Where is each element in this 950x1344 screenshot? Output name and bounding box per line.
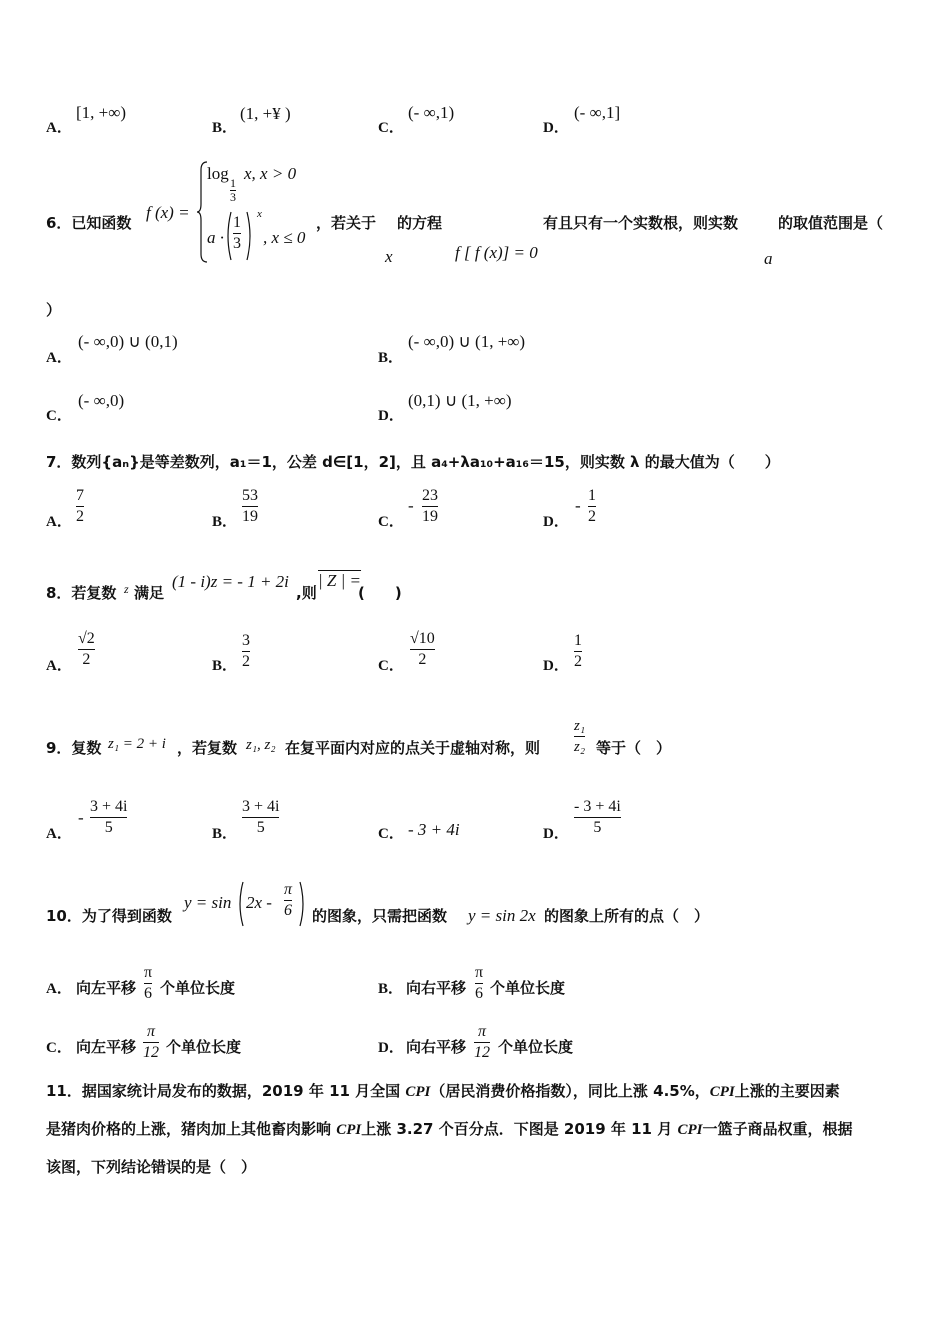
q7-option-c-num: 23 [422,487,438,504]
q6-case2-rest: , x ≤ 0 [263,228,306,247]
q5-option-b-math: (1, +¥ ) [240,104,291,123]
q7-option-b-label: B． [212,514,238,530]
q7-option-d-sign: - [575,496,581,515]
q11-line-1 [46,1072,840,1111]
q6-var-a: a [764,249,773,268]
q8-stem-a: 8．若复数 [46,584,117,602]
q11-cpi-2: CPI [709,1084,735,1100]
q8-stem-d: ( ) [358,584,402,602]
q10-option-d-post: 个单位长度 [498,1038,574,1056]
q8-var-z: z [124,582,129,596]
q6-option-d-label: D． [378,408,404,424]
q8-equation: (1 - i)z = - 1 + 2i [172,572,289,591]
q5-option-a-math: [1, +∞) [76,103,127,122]
q6-case1-base-den: 3 [230,190,236,204]
q9-z1-z2: z₁, z₂ [246,737,276,753]
q7-option-c-label: C． [378,514,404,530]
q6-case2-den: 3 [233,235,241,252]
q11-cpi-1: CPI [405,1084,431,1100]
q6-var-x: x [385,247,393,266]
q7-option-b-num: 53 [242,487,258,504]
q9-z1-over-z2 [574,716,585,757]
q8-option-b-num: 3 [242,632,250,649]
q9-option-b-fraction [242,797,279,838]
q8-option-a-num: √2 [78,630,95,647]
q7-option-b-fraction [242,486,258,527]
q11-line1-b: （居民消费价格指数），同比上涨 4.5%， [430,1082,710,1100]
q9-z1-equation: z₁ = 2 + i [108,736,166,752]
q7-option-d-num: 1 [588,487,596,504]
q8-option-b-den: 2 [242,653,250,670]
q5-option-a-label: A． [46,120,72,136]
q6-stem-b: ，若关于 [316,214,377,232]
q5-option-d-label: D． [543,120,569,136]
q10-pi-over-6 [284,880,292,921]
q10-option-a-post: 个单位长度 [160,979,236,997]
q6-case2-num: 1 [233,214,241,231]
q10-six: 6 [284,902,292,919]
q10-option-b-post: 个单位长度 [490,979,566,997]
q10-option-d-pre: 向右平移 [406,1038,467,1056]
q6-case2-a: a · [207,228,224,247]
q6-stem-c: 的方程 [397,214,443,232]
q6-option-b-math: (- ∞,0) ∪ (1, +∞) [408,332,526,351]
q6-option-a-math: (- ∞,0) ∪ (0,1) [78,332,178,351]
q7-option-c-fraction [422,486,438,527]
q9-frac-den: z₂ [574,739,586,755]
q7-option-c-sign: - [408,496,414,515]
q10-option-b-den: 6 [475,985,484,1002]
q10-option-b-pre: 向右平移 [406,979,467,997]
q10-option-c-post: 个单位长度 [166,1038,242,1056]
q6-stem-d: 有且只有一个实数根，则实数 [543,214,739,232]
q10-option-d-fraction [474,1022,490,1063]
q6-case1-log: log [207,164,229,183]
q9-option-b-num: 3 + 4i [242,798,280,815]
q11-line2-a: 是猪肉价格的上涨，猪肉加上其他畜肉影响 [46,1120,337,1138]
q10-option-a-pre: 向左平移 [76,979,137,997]
q8-option-a-label: A． [46,658,72,674]
q9-stem-c: 在复平面内对应的点关于虚轴对称，则 [285,739,541,757]
q6-stem-a: 6．已知函数 [46,214,132,232]
q7-option-a-num: 7 [76,487,84,504]
q9-option-d-num: - 3 + 4i [574,798,621,815]
q5-option-c-label: C． [378,120,404,136]
q10-stem-b: 的图象，只需把函数 [312,907,448,925]
q8-option-b-label: B． [212,658,238,674]
q8-option-c-fraction [410,629,435,670]
q9-option-a-num: 3 + 4i [90,798,128,815]
q11-cpi-3: CPI [336,1122,362,1138]
q9-option-a-label: A． [46,826,72,842]
q8-option-a-fraction [78,629,95,670]
q10-option-a-num: π [144,964,153,981]
q10-option-b-label: B． [378,981,404,997]
q11-line-3: 该图，下列结论错误的是（ ） [46,1158,257,1176]
q10-option-c-fraction [143,1022,159,1063]
q6-option-a-label: A． [46,350,72,366]
q10-option-b-num: π [475,964,484,981]
q11-line1-a: 11．据国家统计局发布的数据，2019 年 11 月全国 [46,1082,406,1100]
q6-case2-fraction [233,213,241,254]
q7-option-b-den: 19 [242,508,258,525]
q10-func-a: y = sin [184,893,232,912]
q6-function: f (x) = [146,203,190,222]
q7-stem: 7．数列{aₙ}是等差数列，a₁＝1，公差 d∈[1，2]，且 a₄+λa₁₀+a₁₆＝15，则实数 λ 的最大值为（ ） [46,453,780,471]
q9-stem-b: ，若复数 [177,739,238,757]
q11-line2-c: 一篮子商品权重，根据 [702,1120,853,1138]
q5-option-b-label: B． [212,120,238,136]
q6-case1-rest: x, x > 0 [244,164,297,183]
q10-option-d-den: 12 [474,1044,490,1061]
q6-close-paren: ） [46,301,62,319]
q6-case1-base [230,177,236,204]
q7-option-a-fraction [76,486,84,527]
q10-option-c-num: π [146,1023,155,1040]
q6-equation: f [ f (x)] = 0 [455,243,538,262]
q9-option-d-den: 5 [593,819,602,836]
q9-option-d-label: D． [543,826,569,842]
q10-option-a-den: 6 [144,985,153,1002]
q6-option-c-math: (- ∞,0) [78,391,125,410]
q10-stem-a: 10．为了得到函数 [46,907,172,925]
q6-option-c-label: C． [46,408,72,424]
q10-func-c: y = sin 2x [468,906,536,925]
q9-option-a-sign: - [78,808,84,827]
q6-option-d-math: (0,1) ∪ (1, +∞) [408,391,512,410]
q11-line1-c: 上涨的主要因素 [734,1082,840,1100]
q10-option-d-num: π [477,1023,486,1040]
q9-option-b-label: B． [212,826,238,842]
q9-option-a-den: 5 [104,819,113,836]
q8-stem-c: ,则 [296,584,317,602]
q8-option-d-label: D． [543,658,569,674]
q7-option-d-label: D． [543,514,569,530]
q8-option-a-den: 2 [82,651,91,668]
q9-option-c-label: C． [378,826,404,842]
q7-option-d-fraction [588,486,596,527]
q7-option-c-den: 19 [422,508,438,525]
q10-option-a-label: A． [46,981,72,997]
q9-option-c-value: - 3 + 4i [408,820,460,839]
q8-option-d-fraction [574,631,582,672]
q10-right-paren [298,880,308,928]
q7-option-d-den: 2 [588,508,596,525]
q8-stem-b: 满足 [134,584,165,602]
q10-option-c-pre: 向左平移 [76,1038,137,1056]
q5-option-c-math: (- ∞,1) [408,103,455,122]
q11-line-2 [46,1110,852,1149]
q9-option-a-fraction [90,797,127,838]
q6-stem-e: 的取值范围是（ [778,214,884,232]
q10-option-b-fraction [475,963,483,1004]
q10-func-b: 2x - [246,893,272,912]
q8-option-c-num: √10 [410,630,435,647]
q11-cpi-4: CPI [677,1122,703,1138]
q11-line2-b: 上涨 3.27 个百分点．下图是 2019 年 11 月 [361,1120,678,1138]
q10-option-d-label: D． [378,1040,404,1056]
q9-option-b-den: 5 [256,819,265,836]
q6-case2-exponent: x [257,208,262,220]
q6-case2-left-paren [223,210,233,262]
q10-option-a-fraction [144,963,152,1004]
q9-option-d-fraction [574,797,621,838]
q10-pi: π [284,881,293,898]
q10-option-c-den: 12 [143,1044,159,1061]
q10-option-c-label: C． [46,1040,72,1056]
q7-option-a-label: A． [46,514,72,530]
q6-option-b-label: B． [378,350,404,366]
q5-option-d-math: (- ∞,1] [574,103,621,122]
q7-option-a-den: 2 [76,508,84,525]
q9-stem-d: 等于（ ） [596,739,672,757]
q8-option-d-num: 1 [574,632,582,649]
q8-option-b-fraction [242,631,250,672]
q9-frac-num: z₁ [574,718,586,734]
q8-option-c-label: C． [378,658,404,674]
q10-left-paren [235,880,245,928]
q8-abs-z: | Z | = [318,571,362,590]
q8-option-c-den: 2 [418,651,427,668]
q8-option-d-den: 2 [574,653,582,670]
q10-stem-c: 的图象上所有的点（ ） [544,907,710,925]
q6-case1-base-num: 1 [230,176,236,190]
q6-case2-right-paren [245,210,255,262]
q9-stem-a: 9．复数 [46,739,102,757]
